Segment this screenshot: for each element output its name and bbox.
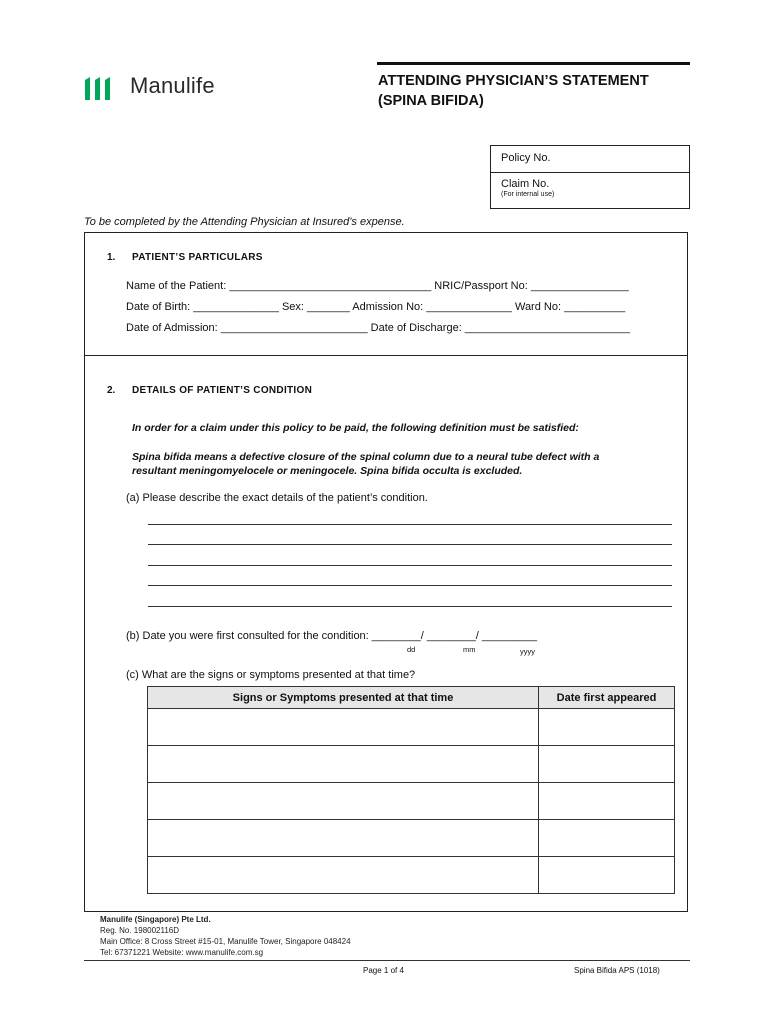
table-row	[148, 820, 675, 857]
page-number: Page 1 of 4	[363, 966, 404, 975]
policy-number-label: Policy No.	[501, 152, 551, 164]
section-1-title: PATIENT’S PARTICULARS	[132, 252, 263, 263]
table-header-row	[148, 687, 675, 709]
date-cell[interactable]	[539, 746, 675, 783]
company-reg: Reg. No. 198002116D	[100, 926, 180, 935]
section-1-number: 1.	[107, 252, 116, 263]
claim-number-field[interactable]	[491, 173, 689, 198]
table-row	[148, 709, 675, 746]
document-title	[378, 71, 649, 111]
dob-sex-admission-ward-line[interactable]: Date of Birth: ______________ Sex: _______ Admission No: ______________ Ward No: __________	[126, 301, 626, 313]
date-mm-label: mm	[463, 645, 476, 654]
date-cell[interactable]	[539, 857, 675, 894]
answer-line[interactable]	[148, 565, 672, 566]
admission-discharge-line[interactable]: Date of Admission: ________________________ Date of Discharge: ___________________________	[126, 322, 630, 334]
claim-number-label: Claim No.	[501, 178, 550, 190]
internal-use-note: (For internal use)	[501, 191, 555, 198]
section-patient-particulars	[84, 232, 688, 356]
company-office: Main Office: 8 Cross Street #15-01, Manulife Tower, Singapore 048424	[100, 937, 351, 946]
question-c: (c) What are the signs or symptoms presented at that time?	[126, 669, 416, 681]
title-line-2: (SPINA BIFIDA)	[378, 93, 484, 109]
date-dd-label: dd	[407, 645, 416, 654]
company-name: Manulife (Singapore) Pte Ltd.	[100, 915, 211, 924]
policy-claim-box	[490, 145, 690, 209]
date-cell[interactable]	[539, 820, 675, 857]
instruction-text: To be completed by the Attending Physician at Insured’s expense.	[84, 216, 405, 228]
question-b-date-consulted[interactable]: (b) Date you were first consulted for the condition: ________/ ________/ _________	[126, 630, 537, 642]
footer-rule	[84, 960, 690, 961]
policy-number-field[interactable]	[491, 146, 689, 173]
date-cell[interactable]	[539, 709, 675, 746]
company-footer	[100, 914, 351, 958]
section-2-title: DETAILS OF PATIENT’S CONDITION	[132, 385, 313, 396]
title-rule	[377, 62, 690, 65]
header-date-first-appeared: Date first appeared	[539, 687, 675, 709]
question-a: (a) Please describe the exact details of the patient’s condition.	[126, 492, 428, 504]
table-row	[148, 857, 675, 894]
symptom-cell[interactable]	[148, 783, 539, 820]
table-row	[148, 746, 675, 783]
table-row	[148, 783, 675, 820]
document-code: Spina Bifida APS (1018)	[574, 966, 660, 975]
symptom-cell[interactable]	[148, 857, 539, 894]
date-yyyy-label: yyyy	[520, 647, 535, 656]
manulife-logo-icon	[84, 77, 112, 100]
answer-line[interactable]	[148, 606, 672, 607]
definition-line-1: Spina bifida means a defective closure of the spinal column due to a neural tube defect with a	[132, 451, 600, 463]
date-cell[interactable]	[539, 783, 675, 820]
company-contact: Tel: 67371221 Website: www.manulife.com.sg	[100, 948, 264, 957]
definition-line-2: resultant meningomyelocele or meningocele. Spina bifida occulta is excluded.	[132, 465, 523, 477]
symptom-cell[interactable]	[148, 746, 539, 783]
symptoms-table	[147, 686, 675, 894]
patient-name-nric-line[interactable]: Name of the Patient: _________________________________ NRIC/Passport No: ________________	[126, 280, 629, 292]
section-2-number: 2.	[107, 385, 116, 396]
answer-line[interactable]	[148, 585, 672, 586]
answer-line[interactable]	[148, 524, 672, 525]
symptom-cell[interactable]	[148, 820, 539, 857]
title-line-1: ATTENDING PHYSICIAN’S STATEMENT	[378, 73, 649, 89]
claim-requirement-text: In order for a claim under this policy to be paid, the following definition must be satisfied:	[132, 422, 579, 434]
symptom-cell[interactable]	[148, 709, 539, 746]
header-signs-symptoms: Signs or Symptoms presented at that time	[148, 687, 539, 709]
answer-line[interactable]	[148, 544, 672, 545]
brand-name: Manulife	[130, 73, 215, 98]
